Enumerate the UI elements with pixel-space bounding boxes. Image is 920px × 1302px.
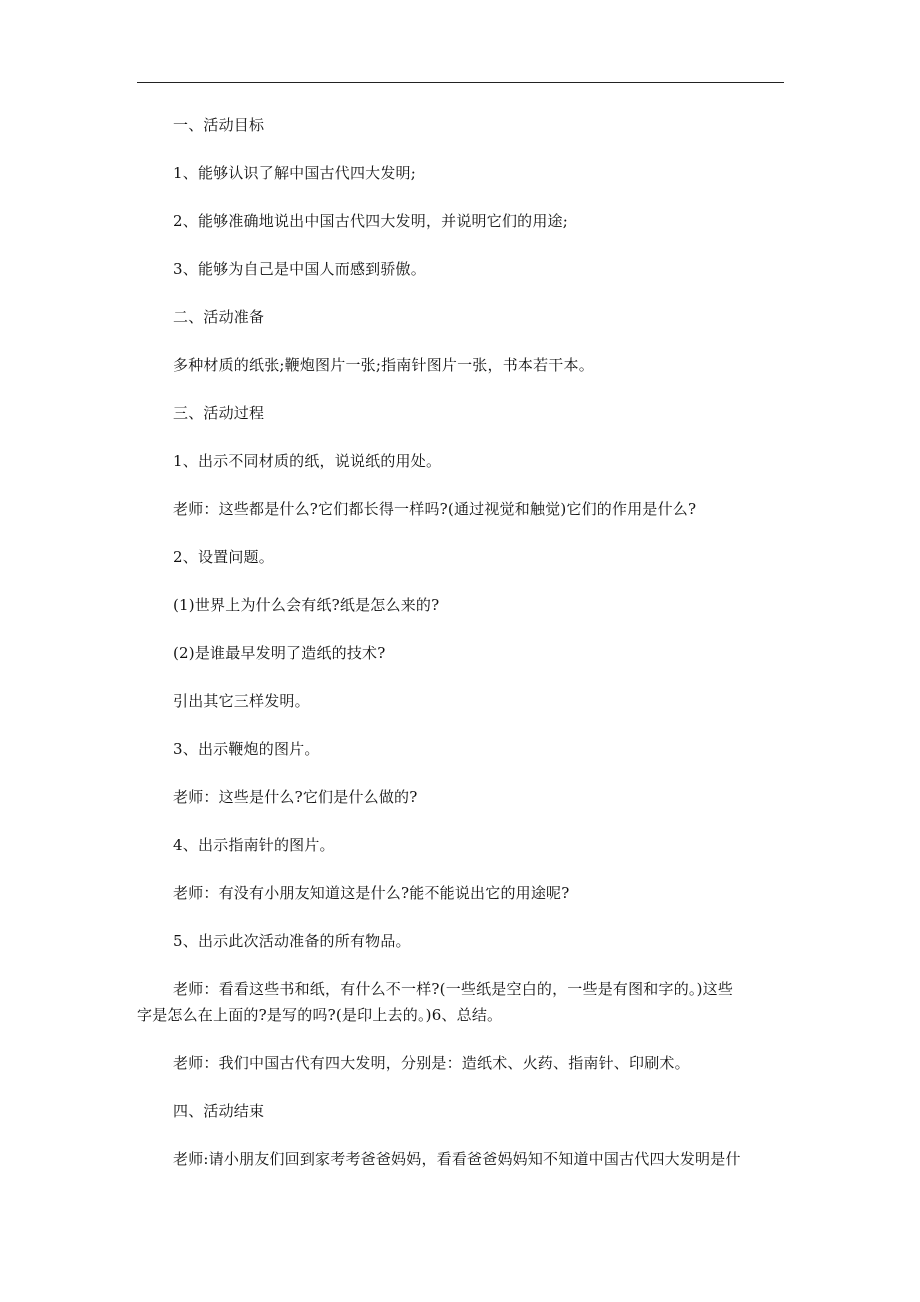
- teacher-line-4-part-1: 老师：看看这些书和纸，有什么不一样?(一些纸是空白的，一些是有图和字的。)这些: [173, 980, 734, 998]
- question-1: (1)世界上为什么会有纸?纸是怎么来的?: [173, 596, 440, 614]
- process-step-4: 4、出示指南针的图片。: [173, 836, 335, 854]
- teacher-closing: 老师:请小朋友们回到家考考爸爸妈妈，看看爸爸妈妈知不知道中国古代四大发明是什: [173, 1150, 741, 1168]
- heading-activity-goals: 一、活动目标: [173, 116, 265, 134]
- goal-item-3: 3、能够为自己是中国人而感到骄傲。: [173, 260, 426, 278]
- process-step-1: 1、出示不同材质的纸，说说纸的用处。: [173, 452, 442, 470]
- process-step-3: 3、出示鞭炮的图片。: [173, 740, 320, 758]
- question-2: (2)是谁最早发明了造纸的技术?: [173, 644, 386, 662]
- teacher-line-3: 老师：有没有小朋友知道这是什么?能不能说出它的用途呢?: [173, 884, 570, 902]
- header-rule: [137, 82, 784, 83]
- heading-activity-process: 三、活动过程: [173, 404, 265, 422]
- preparation-text: 多种材质的纸张;鞭炮图片一张;指南针图片一张，书本若干本。: [173, 356, 594, 374]
- teacher-line-4-part-2: 字是怎么在上面的?是写的吗?(是印上去的。)6、总结。: [137, 1006, 503, 1024]
- lead-in-text: 引出其它三样发明。: [173, 692, 310, 710]
- teacher-summary: 老师：我们中国古代有四大发明，分别是：造纸术、火药、指南针、印刷术。: [173, 1054, 690, 1072]
- teacher-line-2: 老师：这些是什么?它们是什么做的?: [173, 788, 418, 806]
- process-step-5: 5、出示此次活动准备的所有物品。: [173, 932, 411, 950]
- heading-activity-end: 四、活动结束: [173, 1102, 265, 1120]
- goal-item-2: 2、能够准确地说出中国古代四大发明，并说明它们的用途;: [173, 212, 568, 230]
- heading-activity-preparation: 二、活动准备: [173, 308, 265, 326]
- process-step-2: 2、设置问题。: [173, 548, 274, 566]
- goal-item-1: 1、能够认识了解中国古代四大发明;: [173, 164, 416, 182]
- teacher-line-1: 老师：这些都是什么?它们都长得一样吗?(通过视觉和触觉)它们的作用是什么?: [173, 500, 697, 518]
